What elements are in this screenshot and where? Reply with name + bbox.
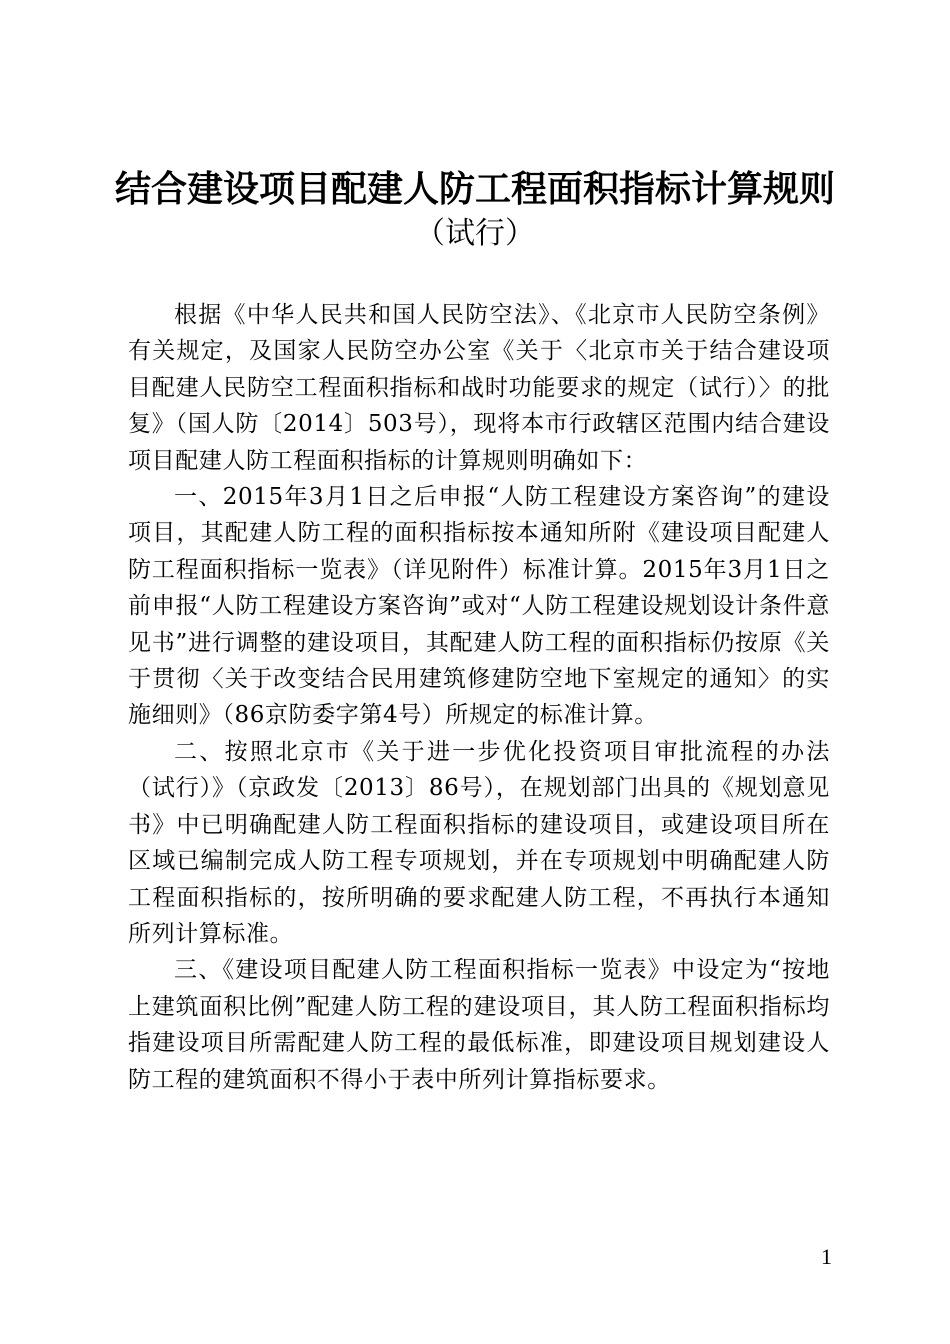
paragraph-item-2: 二、按照北京市《关于进一步优化投资项目审批流程的办法（试行）》（京政发〔2013〕86号），在规划部门出具的《规划意见书》中已明确配建人防工程面积指标的建设项目，或建设项目所在区域已编制完成人防工程专项规划，并在专项规划中明确配建人防工程面积指标的，按所明确的要求配建人防工程，不再执行本通知所列计算标准。 (128, 738, 830, 947)
page-number: 1 (821, 1244, 832, 1269)
paragraph-item-1: 一、2015年3月1日之后申报“人防工程建设方案咨询”的建设项目，其配建人防工程的面积指标按本通知所附《建设项目配建人防工程面积指标一览表》（详见附件）标准计算。2015年3月1日之前申报“人防工程建设方案咨询”或对“人防工程建设规划设计条件意见书”进行调整的建设项目，其配建人防工程的面积指标仍按原《关于贯彻〈关于改变结合民用建筑修建防空地下室规定的通知〉的实施细则》（86京防委字第4号）所规定的标准计算。 (128, 484, 830, 729)
document-title: 结合建设项目配建人防工程面积指标计算规则 (114, 169, 835, 210)
paragraph-item-3: 三、《建设项目配建人防工程面积指标一览表》中设定为“按地上建筑面积比例”配建人防工程的建设项目，其人防工程面积指标均指建设项目所需配建人防工程的最低标准，即建设项目规划建设人防工程的建筑面积不得小于表中所列计算指标要求。 (128, 957, 830, 1093)
document-subtitle: （试行） (415, 216, 535, 251)
document-body (128, 297, 830, 1098)
paragraph-intro: 根据《中华人民共和国人民防空法》、《北京市人民防空条例》有关规定，及国家人民防空办公室《关于〈北京市关于结合建设项目配建人民防空工程面积指标和战时功能要求的规定（试行）〉的批复》（国人防〔2014〕503号），现将本市行政辖区范围内结合建设项目配建人防工程面积指标的计算规则明确如下： (128, 302, 830, 474)
